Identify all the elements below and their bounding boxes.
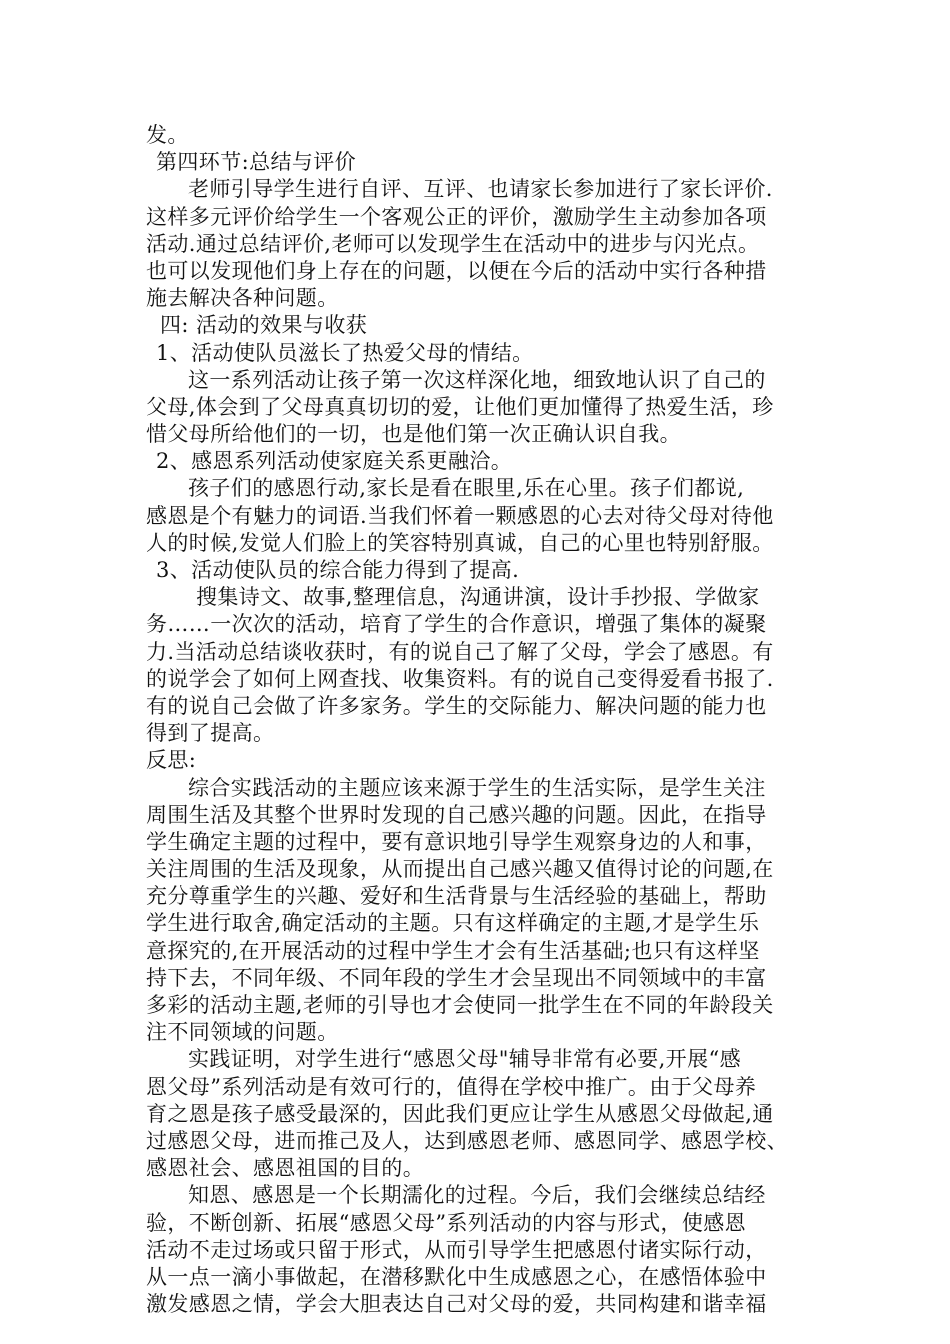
text-line: 多彩的活动主题,老师的引导也才会使同一批学生在不同的年龄段关 [146, 993, 774, 1017]
text-line: 搜集诗文、故事,整理信息，沟通讲演，设计手抄报、学做家 [196, 585, 760, 610]
text-line: 力.当活动总结谈收获时，有的说自己了解了父母，学会了感恩。有 [146, 639, 774, 664]
text-line: 从一点一滴小事做起，在潜移默化中生成感恩之心，在感悟体验中 [146, 1264, 767, 1289]
text-line: 发。 [146, 123, 189, 147]
text-line: 有的说自己会做了许多家务。学生的交际能力、解决问题的能力也 [146, 693, 767, 718]
text-line: 2、感恩系列活动使家庭关系更融洽。 [156, 449, 513, 474]
text-line: 人的时候,发觉人们脸上的笑容特别真诚，自己的心里也特别舒服。 [146, 530, 774, 555]
text-line: 这样多元评价给学生一个客观公正的评价，激励学生主动参加各项 [146, 204, 767, 229]
text-line: 活动不走过场或只留于形式，从而引导学生把感恩付诸实际行动， [146, 1237, 767, 1262]
text-line: 注不同领域的问题。 [146, 1020, 339, 1045]
text-line: 惜父母所给他们的一切，也是他们第一次正确认识自我。 [146, 422, 681, 447]
text-line: 1、活动使队员滋长了热爱父母的情结。 [156, 340, 534, 365]
text-line: 验，不断创新、拓展“感恩父母”系列活动的内容与形式，使感恩 [146, 1210, 747, 1235]
text-line: 孩子们的感恩行动,家长是看在眼里,乐在心里。孩子们都说, [188, 476, 745, 501]
text-line: 实践证明，对学生进行“感恩父母"辅导非常有必要,开展“感 [188, 1047, 742, 1072]
text-line: 这一系列活动让孩子第一次这样深化地，细致地认识了自己的 [188, 367, 766, 392]
text-line: 学生确定主题的过程中，要有意识地引导学生观察身边的人和事， [146, 829, 767, 854]
text-line: 过感恩父母，进而推己及人，达到感恩老师、感恩同学、感恩学校、 [146, 1128, 788, 1153]
text-line: 老师引导学生进行自评、互评、也请家长参加进行了家长评价. [188, 177, 773, 202]
text-line: 的说学会了如何上网查找、收集资料。有的说自己变得爱看书报了. [146, 666, 774, 691]
text-line: 育之恩是孩子感受最深的，因此我们更应让学生从感恩父母做起,通 [146, 1101, 774, 1126]
text-line: 周围生活及其整个世界时发现的自己感兴趣的问题。因此，在指导 [146, 802, 767, 827]
text-line: 第四环节:总结与评价 [156, 150, 357, 175]
text-line: 恩父母”系列活动是有效可行的，值得在学校中推广。由于父母养 [146, 1074, 757, 1099]
text-line: 知恩、感恩是一个长期濡化的过程。今后，我们会继续总结经 [188, 1183, 766, 1208]
text-line: 充分尊重学生的兴趣、爱好和生活背景与生活经验的基础上，帮助 [146, 884, 767, 909]
text-line: 激发感恩之情，学会大胆表达自己对父母的爱，共同构建和谐幸福 [146, 1292, 767, 1317]
text-line: 得到了提高。 [146, 721, 275, 746]
text-line: 也可以发现他们身上存在的问题，以便在今后的活动中实行各种措 [146, 258, 767, 283]
text-line: 综合实践活动的主题应该来源于学生的生活实际，是学生关注 [188, 775, 766, 800]
text-line: 感恩社会、感恩祖国的目的。 [146, 1156, 425, 1181]
document-page [146, 122, 806, 1318]
text-line: 感恩是个有魅力的词语.当我们怀着一颗感恩的心去对待父母对待他 [146, 503, 774, 528]
text-line: 施去解决各种问题。 [146, 286, 339, 311]
text-line: 四: 活动的效果与收获 [160, 313, 368, 338]
text-line: 关注周围的生活及现象，从而提出自己感兴趣又值得讨论的问题,在 [146, 857, 774, 882]
text-line: 3、活动使队员的综合能力得到了提高. [156, 558, 520, 582]
text-line: 持下去，不同年级、不同年段的学生才会呈现出不同领域中的丰富 [146, 965, 767, 990]
text-line: 反思: [146, 748, 197, 773]
text-line: 意探究的,在开展活动的过程中学生才会有生活基础;也只有这样坚 [146, 938, 760, 963]
text-line: 学生进行取舍,确定活动的主题。只有这样确定的主题,才是学生乐 [146, 911, 760, 936]
text-line: 父母,体会到了父母真真切切的爱，让他们更加懂得了热爱生活，珍 [146, 394, 774, 419]
text-line: 务……一次次的活动，培育了学生的合作意识，增强了集体的凝聚 [146, 612, 767, 637]
text-line: 活动.通过总结评价,老师可以发现学生在活动中的进步与闪光点。 [146, 231, 760, 256]
